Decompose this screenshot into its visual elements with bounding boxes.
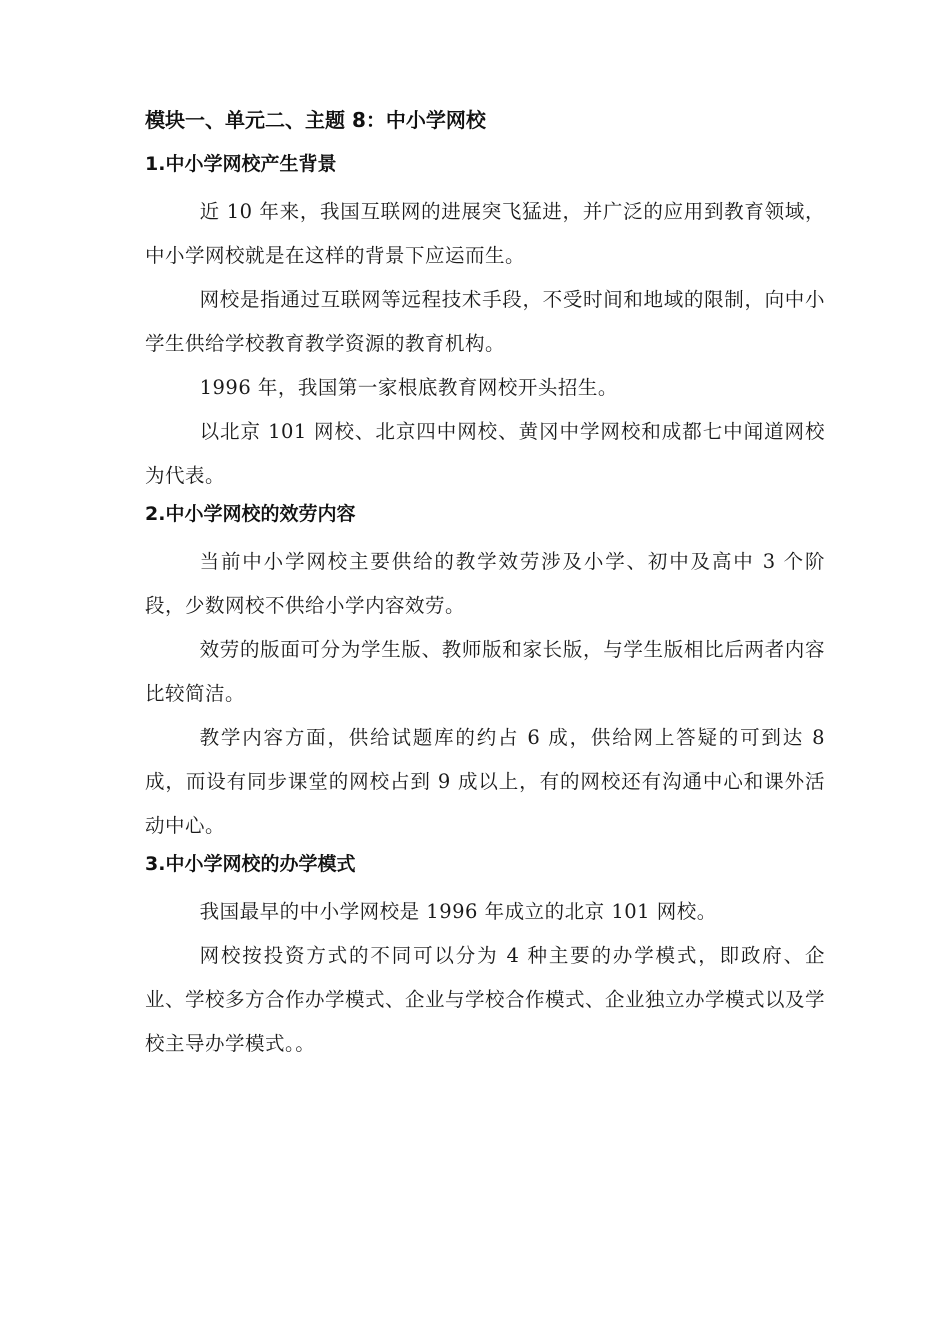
section-background xyxy=(145,148,825,498)
paragraph: 我国最早的中小学网校是 1996 年成立的北京 101 网校。 xyxy=(199,900,717,923)
paragraph: 教学内容方面，供给试题库的约占 6 成，供给网上答疑的可到达 8 成，而设有同步课堂的网校占到 9 成以上，有的网校还有沟通中心和课外活动中心。 xyxy=(145,726,825,837)
document-title: 模块一、单元二、主题 8：中小学网校 xyxy=(145,108,486,132)
section-operating-model xyxy=(145,848,825,1066)
paragraph: 网校是指通过互联网等远程技术手段，不受时间和地域的限制，向中小学生供给学校教育教学资源的教育机构。 xyxy=(145,288,825,355)
section-service-content xyxy=(145,498,825,848)
paragraph: 当前中小学网校主要供给的教学效劳涉及小学、初中及高中 3 个阶段，少数网校不供给小学内容效劳。 xyxy=(145,550,825,617)
section-heading: 3.中小学网校的办学模式 xyxy=(145,853,356,875)
paragraph: 网校按投资方式的不同可以分为 4 种主要的办学模式，即政府、企业、学校多方合作办学模式、企业与学校合作模式、企业独立办学模式以及学校主导办学模式。。 xyxy=(145,944,826,1055)
paragraph: 1996 年，我国第一家根底教育网校开头招生。 xyxy=(199,376,618,399)
paragraph: 效劳的版面可分为学生版、教师版和家长版，与学生版相比后两者内容比较简洁。 xyxy=(145,638,825,705)
paragraph: 近 10 年来，我国互联网的进展突飞猛进，并广泛的应用到教育领域，中小学网校就是在这样的背景下应运而生。 xyxy=(145,200,825,267)
section-heading: 2.中小学网校的效劳内容 xyxy=(145,503,356,525)
section-heading: 1.中小学网校产生背景 xyxy=(145,153,337,175)
document-body xyxy=(145,104,825,1066)
paragraph: 以北京 101 网校、北京四中网校、黄冈中学网校和成都七中闻道网校为代表。 xyxy=(145,420,825,487)
